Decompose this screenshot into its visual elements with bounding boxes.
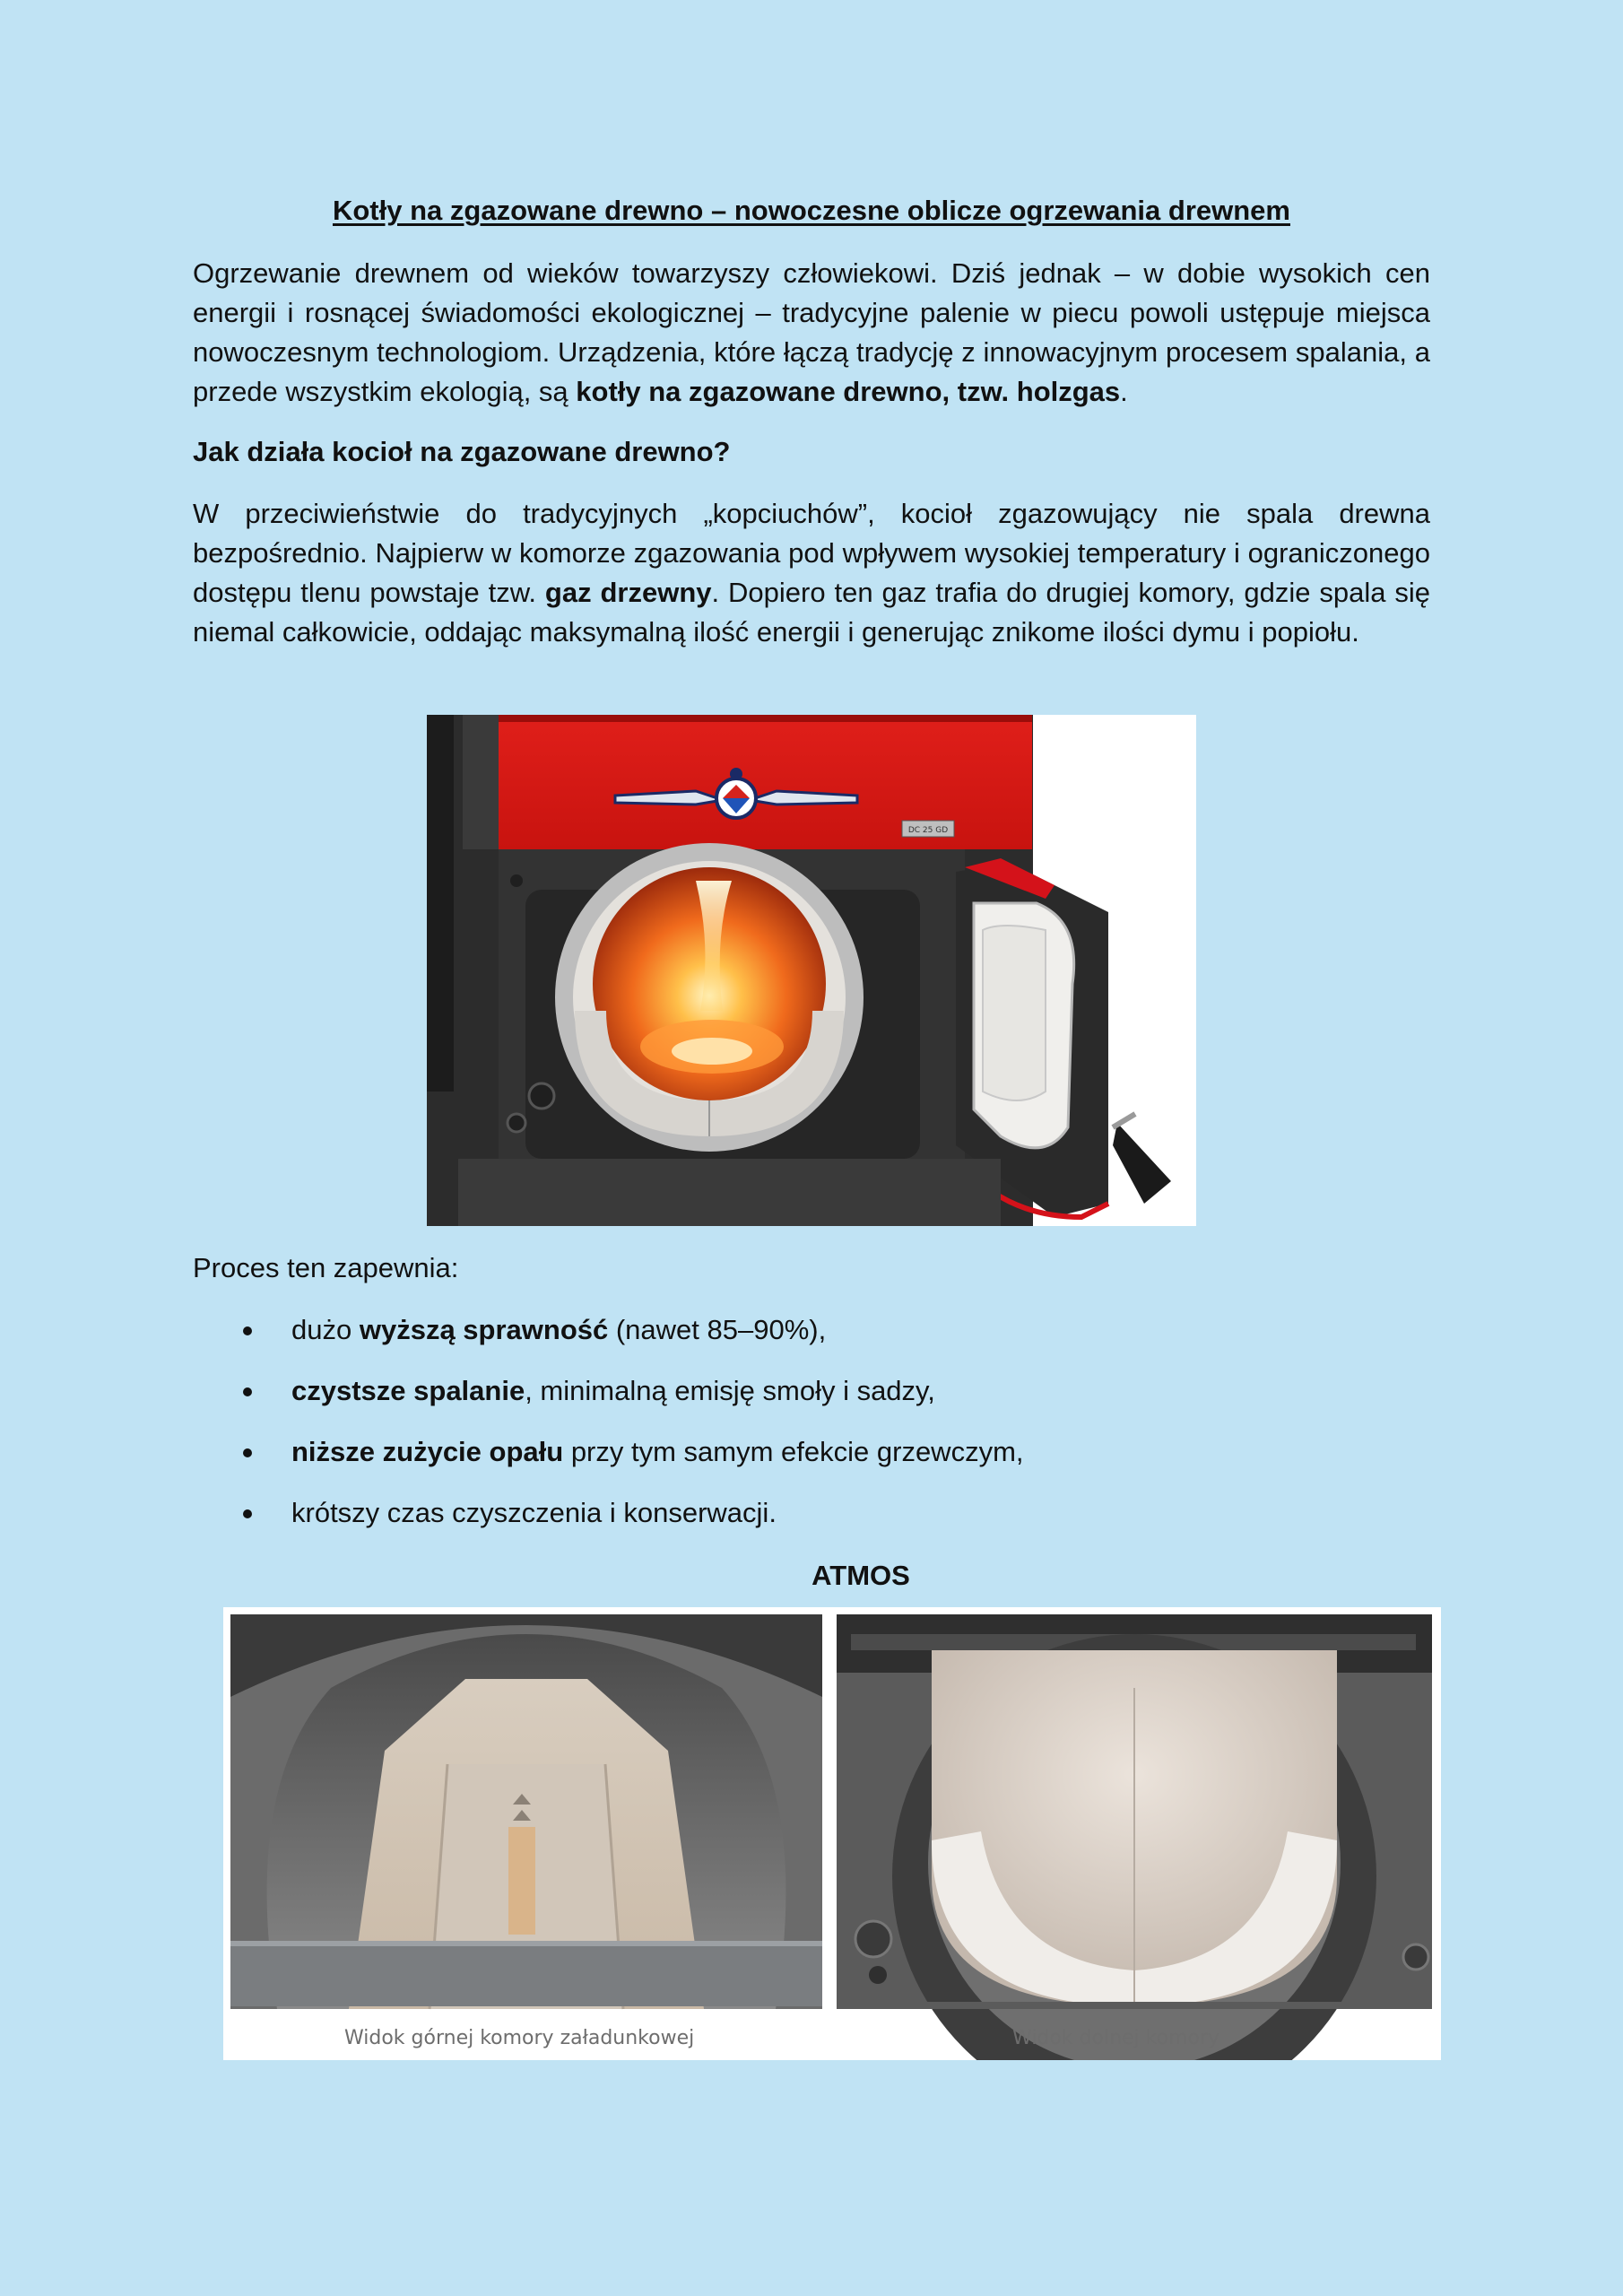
how-text-2: . Dopiero ten gaz trafia do drugiej komory, gdzie spala się niemal całkowicie, oddając maksymalną ilość energii i generując znikome ilości dymu i popiołu. [193, 577, 1430, 648]
list-item [193, 1493, 1430, 1554]
boiler-image [427, 715, 1196, 1226]
process-intro: Proces ten zapewnia: [193, 1252, 459, 1283]
list-item [193, 1371, 1430, 1432]
how-text-1: W przeciwieństwie do tradycyjnych „kopciuchów”, kocioł zgazowujący nie spala drewna bezpośrednio. Najpierw w komorze zgazowania pod wpływem wysokiej temperatury i ograniczonego dostępu tlenu powstaje tzw. [193, 498, 1430, 608]
intro-text: Ogrzewanie drewnem od wieków towarzyszy człowiekowi. Dziś jednak – w dobie wysokich cen energii i rosnącej świadomości ekologicznej – tradycyjne palenie w piecu powoli ustępuje miejsca nowoczesnym technologiom. Urządzenia, które łączą tradycję z innowacyjnym procesem spalania, a przede wszystkim ekologią, są [193, 257, 1430, 407]
caption-upper-chamber: Widok górnej komory załadunkowej [344, 2027, 695, 2049]
benefits-list [193, 1310, 1430, 1554]
list-item-text: , minimalną emisję smoły i sadzy, [525, 1375, 935, 1406]
caption-lower-chamber: Widok dolnej komory [1012, 2027, 1220, 2049]
bullet-icon [243, 1509, 252, 1518]
page-title: Kotły na zgazowane drewno – nowoczesne oblicze ogrzewania drewnem [332, 195, 1290, 226]
list-item-text: krótszy czas czyszczenia i konserwacji. [291, 1497, 777, 1528]
list-item-text: dużo [291, 1314, 360, 1345]
section-heading: Jak działa kocioł na zgazowane drewno? [193, 436, 731, 467]
list-item-text: przy tym samym efekcie grzewczym, [563, 1436, 1024, 1467]
list-item-bold: niższe zużycie opału [291, 1436, 564, 1467]
atmos-heading: ATMOS [812, 1560, 910, 1591]
bullet-icon [243, 1326, 252, 1335]
intro-paragraph [193, 254, 1430, 412]
boiler-badge: DC 25 GD [907, 826, 949, 835]
bullet-icon [243, 1387, 252, 1396]
intro-end: . [1120, 376, 1128, 407]
list-item-bold: wyższą sprawność [359, 1314, 609, 1345]
bullet-icon [243, 1448, 252, 1457]
how-bold: gaz drzewny [544, 577, 712, 608]
list-item [193, 1310, 1430, 1371]
list-item [193, 1432, 1430, 1493]
list-item-text: (nawet 85–90%), [608, 1314, 827, 1345]
how-paragraph [193, 494, 1430, 652]
list-item-bold: czystsze spalanie [291, 1375, 525, 1406]
chambers-image [223, 1607, 1441, 2060]
intro-bold: kotły na zgazowane drewno, tzw. holzgas [576, 376, 1121, 407]
